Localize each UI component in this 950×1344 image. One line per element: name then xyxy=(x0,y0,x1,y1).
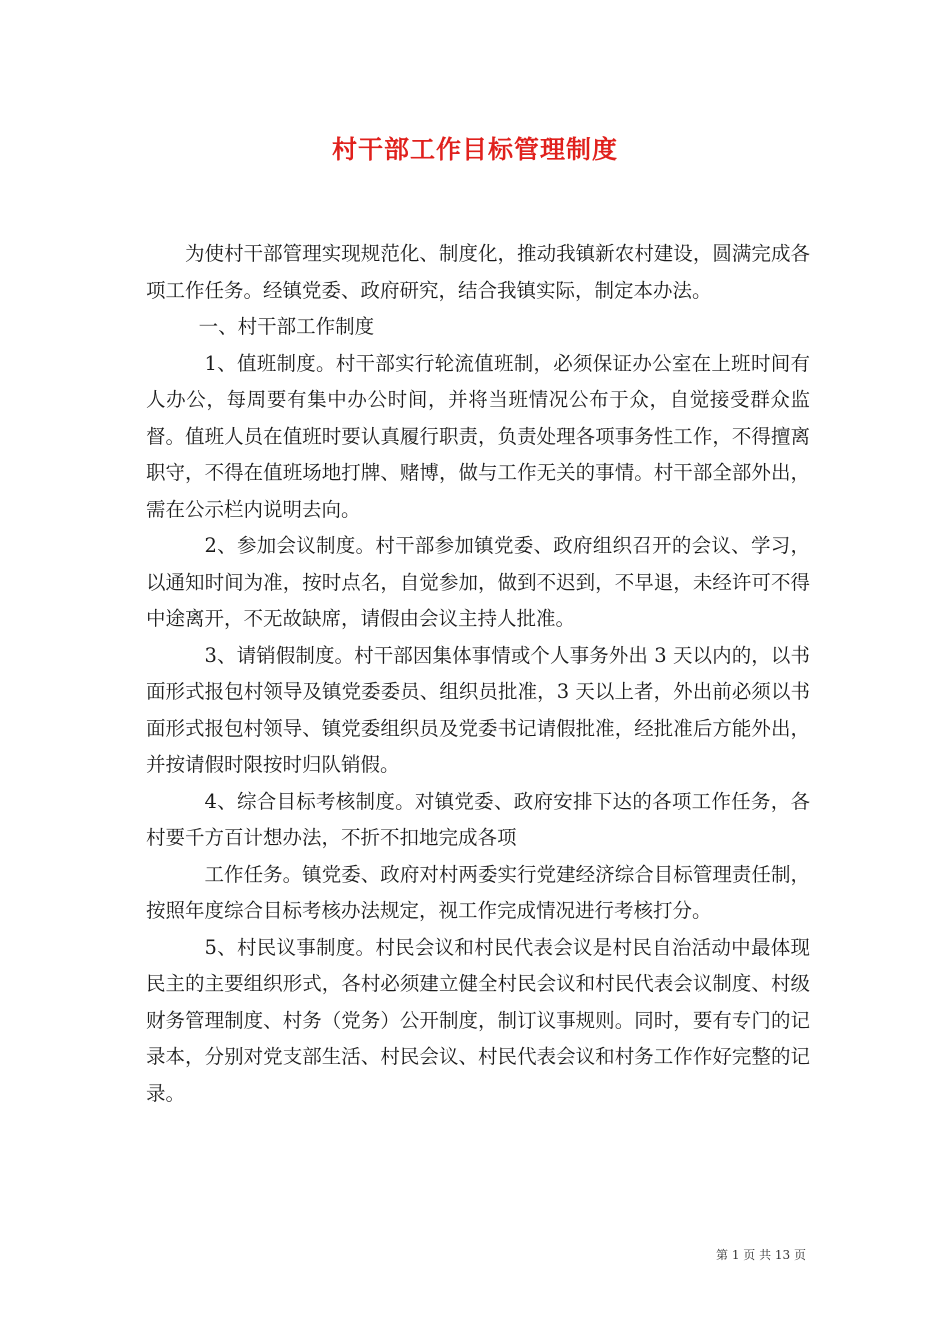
paragraph-villager-deliberation: 5、村民议事制度。村民会议和村民代表会议是村民自治活动中最体现民主的主要组织形式，各村必须建立健全村民会议和村民代表会议制度、村级财务管理制度、村务（党务）公开制度，制订议事规则。同时，要有专门的记录本，分别对党支部生活、村民会议、村民代表会议和村务工作作好完整的记录。 xyxy=(146,935,810,1105)
paragraph-assessment-system: 4、综合目标考核制度。对镇党委、政府安排下达的各项工作任务，各村要千方百计想办法，不折不扣地完成各项 xyxy=(146,789,810,849)
paragraph-duty-system: 1、值班制度。村干部实行轮流值班制，必须保证办公室在上班时间有人办公，每周要有集中办公时间，并将当班情况公布于众，自觉接受群众监督。值班人员在值班时要认真履行职责，负责处理各项事务性工作，不得擅离职守，不得在值班场地打牌、赌博，做与工作无关的事情。村干部全部外出，需在公示栏内说明去向。 xyxy=(146,351,810,521)
paragraph-intro: 为使村干部管理实现规范化、制度化，推动我镇新农村建设，圆满完成各项工作任务。经镇党委、政府研究，结合我镇实际，制定本办法。 xyxy=(146,242,810,302)
document-title: 村干部工作目标管理制度 xyxy=(331,135,618,164)
page-number: 第 1 页 共 13 页 xyxy=(716,1248,806,1262)
section-heading: 一、村干部工作制度 xyxy=(198,315,375,338)
paragraph-leave-system: 3、请销假制度。村干部因集体事情或个人事务外出 3 天以内的，以书面形式报包村领导及镇党委委员、组织员批准，3 天以上者，外出前必须以书面形式报包村领导、镇党委组织员及党委书记请假批准，经批准后方能外出，并按请假时限按时归队销假。 xyxy=(146,643,810,776)
paragraph-assessment-continued: 工作任务。镇党委、政府对村两委实行党建经济综合目标管理责任制，按照年度综合目标考核办法规定，视工作完成情况进行考核打分。 xyxy=(146,862,810,922)
document-body xyxy=(146,236,810,1112)
paragraph-meeting-system: 2、参加会议制度。村干部参加镇党委、政府组织召开的会议、学习，以通知时间为准，按时点名，自觉参加，做到不迟到，不早退，未经许可不得中途离开，不无故缺席，请假由会议主持人批准。 xyxy=(146,534,810,630)
